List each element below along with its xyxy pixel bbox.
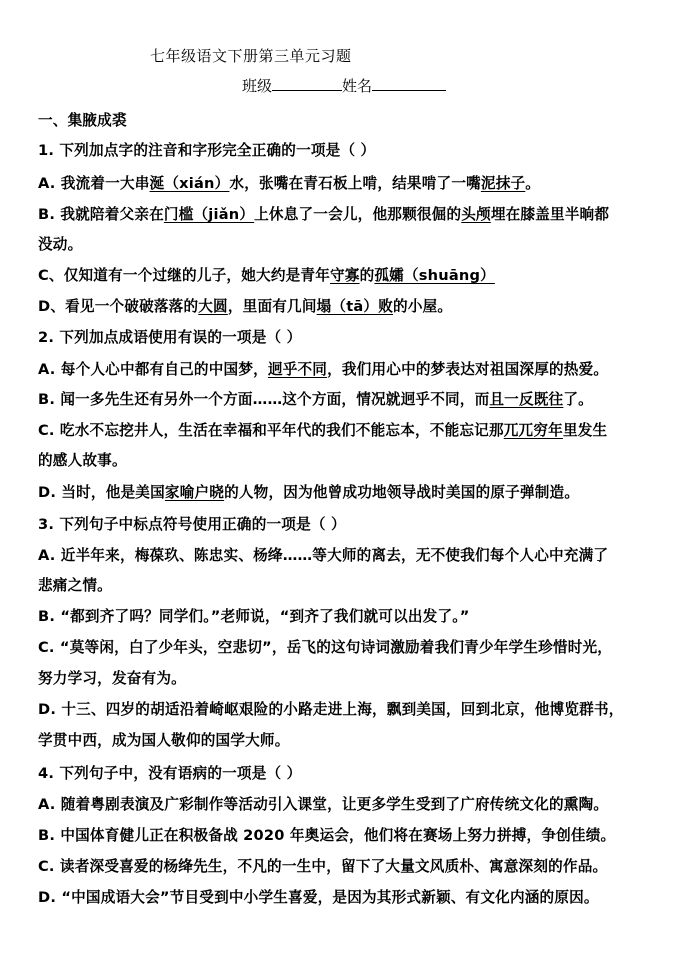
question-line (38, 295, 452, 316)
class-blank[interactable] (272, 76, 342, 91)
question-line (38, 172, 540, 193)
line-text: B. 闻一多先生还有另外一个方面……这个方面，情况就迥乎不同，而 (38, 391, 490, 408)
question-line (38, 544, 608, 565)
page-title: 七年级语文下册第三单元习题 (150, 47, 352, 65)
line-text: 4. 下列句子中，没有语病的一项是（ ） (38, 765, 302, 782)
line-text: A. 随着粤剧表演及广彩制作等活动引入课堂，让更多学生受到了广府传统文化的熏陶。 (38, 796, 609, 813)
line-text: 3. 下列句子中标点符号使用正确的一项是（ ） (38, 516, 346, 533)
underlined-term: 迥乎不同 (267, 361, 328, 378)
underlined-term: 且一反既往 (489, 391, 564, 408)
underlined-term: 孤孀（shuāng） (374, 267, 495, 284)
line-text: 的人物，因为他曾成功地领导战时美国的原子弹制造。 (224, 484, 580, 501)
question-line (38, 264, 495, 285)
question-line (38, 203, 609, 224)
line-text: B. “都到齐了吗？同学们。”老师说，“到齐了我们就可以出发了。” (38, 608, 470, 625)
underlined-term: 泥抹子 (480, 175, 526, 192)
underlined-term: 塌（tā）败 (316, 298, 394, 315)
line-text: 埋在膝盖里半晌都 (490, 206, 610, 223)
line-text: A. 我流着一大串 (38, 175, 150, 192)
line-text: 上休息了一会儿，他那颗很倔的 (254, 206, 462, 223)
line-text: C、仅知道有一个过继的儿子，她大约是青年 (38, 267, 330, 284)
line-text: 努力学习，发奋有为。 (38, 670, 186, 687)
question-line (38, 667, 186, 688)
line-text: B. 中国体育健儿正在积极备战 2020 年奥运会，他们将在赛场上努力拼搏，争创佳绩。 (38, 827, 616, 844)
question-line (38, 358, 608, 379)
question-line (38, 698, 624, 719)
question-line (38, 449, 127, 470)
line-text: C. 吃水不忘挖井人，生活在幸福和平年代的我们不能忘本，不能忘记那 (38, 422, 504, 439)
question-line (38, 762, 301, 783)
line-text: 悲痛之情。 (38, 577, 112, 594)
line-text: ，里面有几间 (227, 298, 317, 315)
name-label: 姓名 (342, 77, 373, 95)
question-line (38, 793, 608, 814)
underlined-term: 兀兀穷年 (503, 422, 563, 439)
question-line (38, 233, 82, 254)
question-line (38, 605, 470, 626)
line-text: 的小屋。 (393, 298, 453, 315)
name-blank[interactable] (372, 76, 446, 91)
underlined-term: 门槛（jiǎn） (163, 206, 255, 223)
line-text: D. “中国成语大会”节目受到中小学生喜爱，是因为其形式新颖、有文化内涵的原因。 (38, 889, 599, 906)
class-label: 班级 (242, 77, 273, 95)
line-text: C. 读者深受喜爱的杨绛先生，不凡的一生中，留下了大量文风质朴、寓意深刻的作品。 (38, 858, 608, 875)
question-line (38, 481, 579, 502)
question-line (38, 729, 290, 750)
question-line (38, 326, 301, 347)
section-heading: 一、集腋成裘 (38, 112, 127, 129)
line-text: 水，张嘴在青石板上啃，结果啃了一嘴 (229, 175, 481, 192)
underlined-term: 家喻户晓 (164, 484, 225, 501)
line-text: A. 每个人心中都有自己的中国梦， (38, 361, 268, 378)
question-line (38, 636, 612, 657)
line-text: A. 近半年来，梅葆玖、陈忠实、杨绛……等大师的离去，无不使我们每个人心中充满了 (38, 547, 609, 564)
line-text: 没动。 (38, 236, 83, 253)
line-text: 的感人故事。 (38, 452, 127, 469)
line-text: 1. 下列加点字的注音和字形完全正确的一项是（ ） (38, 142, 376, 159)
line-text: D、看见一个破破落落的 (38, 298, 199, 315)
line-text: 的 (359, 267, 375, 284)
question-line (38, 513, 346, 534)
line-text: 2. 下列加点成语使用有误的一项是（ ） (38, 329, 302, 346)
line-text: ，我们用心中的梦表达对祖国深厚的热爱。 (327, 361, 609, 378)
underlined-term: 涎（xián） (149, 175, 230, 192)
line-text: 了。 (563, 391, 593, 408)
underlined-term: 守寡 (330, 267, 360, 284)
class-name-line (242, 75, 446, 96)
line-text: D. 十三、四岁的胡适沿着崎岖艰险的小路走进上海，飘到美国，回到北京，他博览群书， (38, 701, 624, 718)
line-text: 。 (525, 175, 541, 192)
line-text: D. 当时，他是美国 (38, 484, 165, 501)
line-text: B. 我就陪着父亲在 (38, 206, 164, 223)
question-line (38, 824, 615, 845)
question-line (38, 886, 599, 907)
underlined-term: 头颅 (461, 206, 491, 223)
question-line (38, 574, 112, 595)
underlined-term: 大圆 (198, 298, 228, 315)
question-line (38, 419, 607, 440)
question-line (38, 139, 375, 160)
question-line (38, 388, 593, 409)
line-text: C. “莫等闲，白了少年头，空悲切”，岳飞的这句诗词激励着我们青少年学生珍惜时光， (38, 639, 613, 656)
question-line (38, 855, 607, 876)
line-text: 学贯中西，成为国人敬仰的国学大师。 (38, 732, 290, 749)
line-text: 里发生 (562, 422, 608, 439)
